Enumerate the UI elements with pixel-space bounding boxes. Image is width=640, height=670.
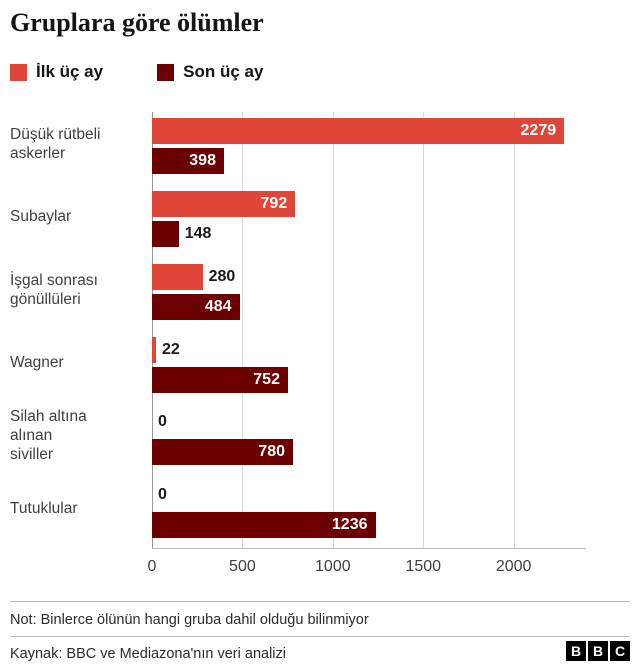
bar[interactable] <box>152 148 224 174</box>
gridline-500 <box>242 112 243 549</box>
category-axis <box>0 112 152 549</box>
category-label-line: Düşük rütbeli <box>10 126 101 143</box>
legend-swatch-first <box>10 64 27 81</box>
category-label-line: İşgal sonrası <box>10 271 98 289</box>
bar-value-label: 2279 <box>520 122 557 139</box>
bar-value-label: 280 <box>208 267 236 285</box>
bar[interactable] <box>152 118 564 144</box>
x-tick-label: 2000 <box>495 558 532 575</box>
bar-value-label: 0 <box>158 413 167 431</box>
bar-value-label: 0 <box>158 486 167 504</box>
bbc-letter-c: C <box>610 641 630 661</box>
category-label-line: gönüllüleri <box>10 290 81 308</box>
category-label-line: siviller <box>10 445 54 463</box>
bbc-letter-b2: B <box>588 641 608 661</box>
gridline-0 <box>152 112 153 549</box>
x-tick-label: 0 <box>147 558 157 575</box>
bar[interactable] <box>152 512 376 538</box>
bar-value-label: 148 <box>184 224 212 242</box>
x-tick-label: 1500 <box>405 558 442 575</box>
category-label-line: Silah altına <box>10 407 87 425</box>
x-tick-label: 500 <box>229 558 256 575</box>
category-label-line: askerler <box>10 145 66 162</box>
gridline-1000 <box>333 112 334 549</box>
chart-note: Not: Binlerce ölünün hangi gruba dahil olduğu bilinmiyor <box>10 612 369 628</box>
x-axis <box>147 552 586 582</box>
bar[interactable] <box>152 221 212 247</box>
category-label <box>10 125 152 163</box>
x-tick-label: 1000 <box>315 558 351 575</box>
bar[interactable] <box>152 191 295 217</box>
category-label <box>10 407 152 464</box>
bar[interactable] <box>152 294 240 320</box>
category-label-line: Tutuklular <box>10 499 78 517</box>
bar-value-label: 22 <box>161 340 180 358</box>
bar-value-label: 752 <box>253 370 280 388</box>
legend-label-first: İlk üç ay <box>36 62 104 81</box>
bar[interactable] <box>152 337 180 363</box>
legend-swatch-last <box>157 64 174 81</box>
gridline-2000 <box>514 112 515 549</box>
plot-area <box>152 112 586 549</box>
page-title: Gruplara göre ölümler <box>10 8 264 37</box>
bar-value-label: 398 <box>189 152 216 169</box>
bar-value-label: 792 <box>260 194 288 212</box>
bbc-letter-b1: B <box>566 641 586 661</box>
chart-legend <box>10 62 317 82</box>
gridline-1500 <box>423 112 424 549</box>
bar[interactable] <box>152 439 293 465</box>
category-label <box>10 271 152 309</box>
legend-item-last[interactable] <box>157 62 263 82</box>
bar-value-label: 484 <box>204 297 232 315</box>
divider-note <box>10 601 630 602</box>
category-label-line: alınan <box>10 426 53 444</box>
bar[interactable] <box>152 367 288 393</box>
legend-item-first[interactable] <box>10 62 103 82</box>
divider-source <box>10 636 630 637</box>
category-label <box>10 207 152 226</box>
x-axis-line <box>152 548 586 549</box>
chart-source: Kaynak: BBC ve Mediazona'nın veri analizi <box>10 646 286 662</box>
bar-value-label: 780 <box>258 443 286 461</box>
bar-value-label: 1236 <box>331 516 368 534</box>
category-label-line: Wagner <box>10 354 64 371</box>
legend-label-last: Son üç ay <box>183 62 264 81</box>
category-label-line: Subaylar <box>10 208 72 226</box>
bar[interactable] <box>152 264 236 290</box>
bbc-logo <box>564 641 630 661</box>
category-label <box>10 499 152 518</box>
category-label <box>10 353 152 372</box>
